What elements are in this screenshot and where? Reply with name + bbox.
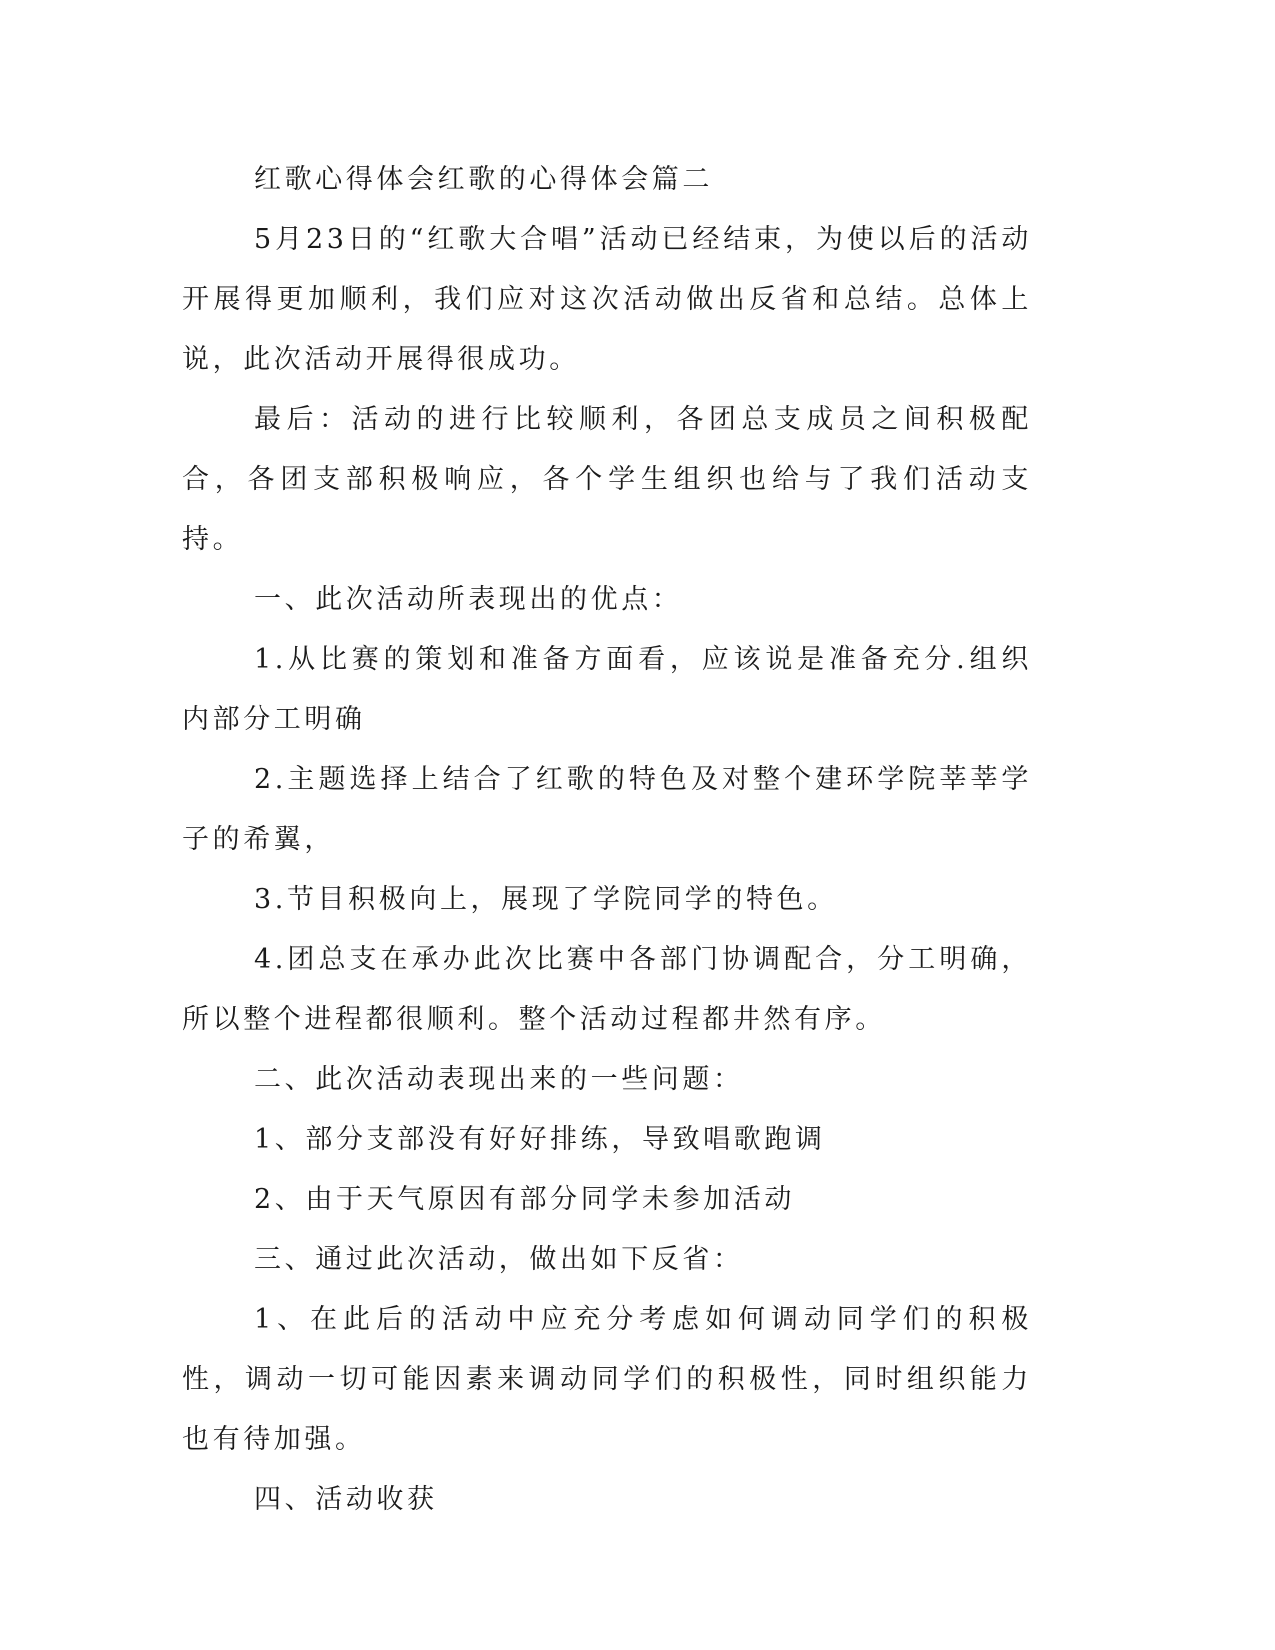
heading-advantages: 一、此次活动所表现出的优点： (254, 584, 683, 615)
advantage-item-2: 2.主题选择上结合了红歌的特色及对整个建环学院莘莘学子的希翼， (182, 764, 1032, 855)
heading-gains: 四、活动收获 (254, 1484, 438, 1515)
document-title: 红歌心得体会红歌的心得体会篇二 (254, 164, 713, 195)
paragraph-conclusion: 最后：活动的进行比较顺利，各团总支成员之间积极配合，各团支部积极响应，各个学生组织也给与了我们活动支持。 (182, 404, 1032, 555)
paragraph-activity-summary: 5月23日的“红歌大合唱”活动已经结束，为使以后的活动开展得更加顺利，我们应对这次活动做出反省和总结。总体上说，此次活动开展得很成功。 (182, 224, 1032, 375)
advantage-item-3: 3.节目积极向上，展现了学院同学的特色。 (254, 884, 838, 915)
problem-item-2: 2、由于天气原因有部分同学未参加活动 (254, 1184, 795, 1215)
heading-problems: 二、此次活动表现出来的一些问题： (254, 1064, 744, 1095)
advantage-item-4: 4.团总支在承办此次比赛中各部门协调配合，分工明确，所以整个进程都很顺利。整个活动过程都井然有序。 (182, 944, 1032, 1035)
document-body (182, 150, 1032, 1530)
advantage-item-1: 1.从比赛的策划和准备方面看，应该说是准备充分.组织内部分工明确 (182, 644, 1032, 735)
problem-item-1: 1、部分支部没有好好排练，导致唱歌跑调 (254, 1124, 826, 1155)
heading-reflection: 三、通过此次活动，做出如下反省： (254, 1244, 744, 1275)
reflection-item-1: 1、在此后的活动中应充分考虑如何调动同学们的积极性，调动一切可能因素来调动同学们的积极性，同时组织能力也有待加强。 (182, 1304, 1032, 1455)
